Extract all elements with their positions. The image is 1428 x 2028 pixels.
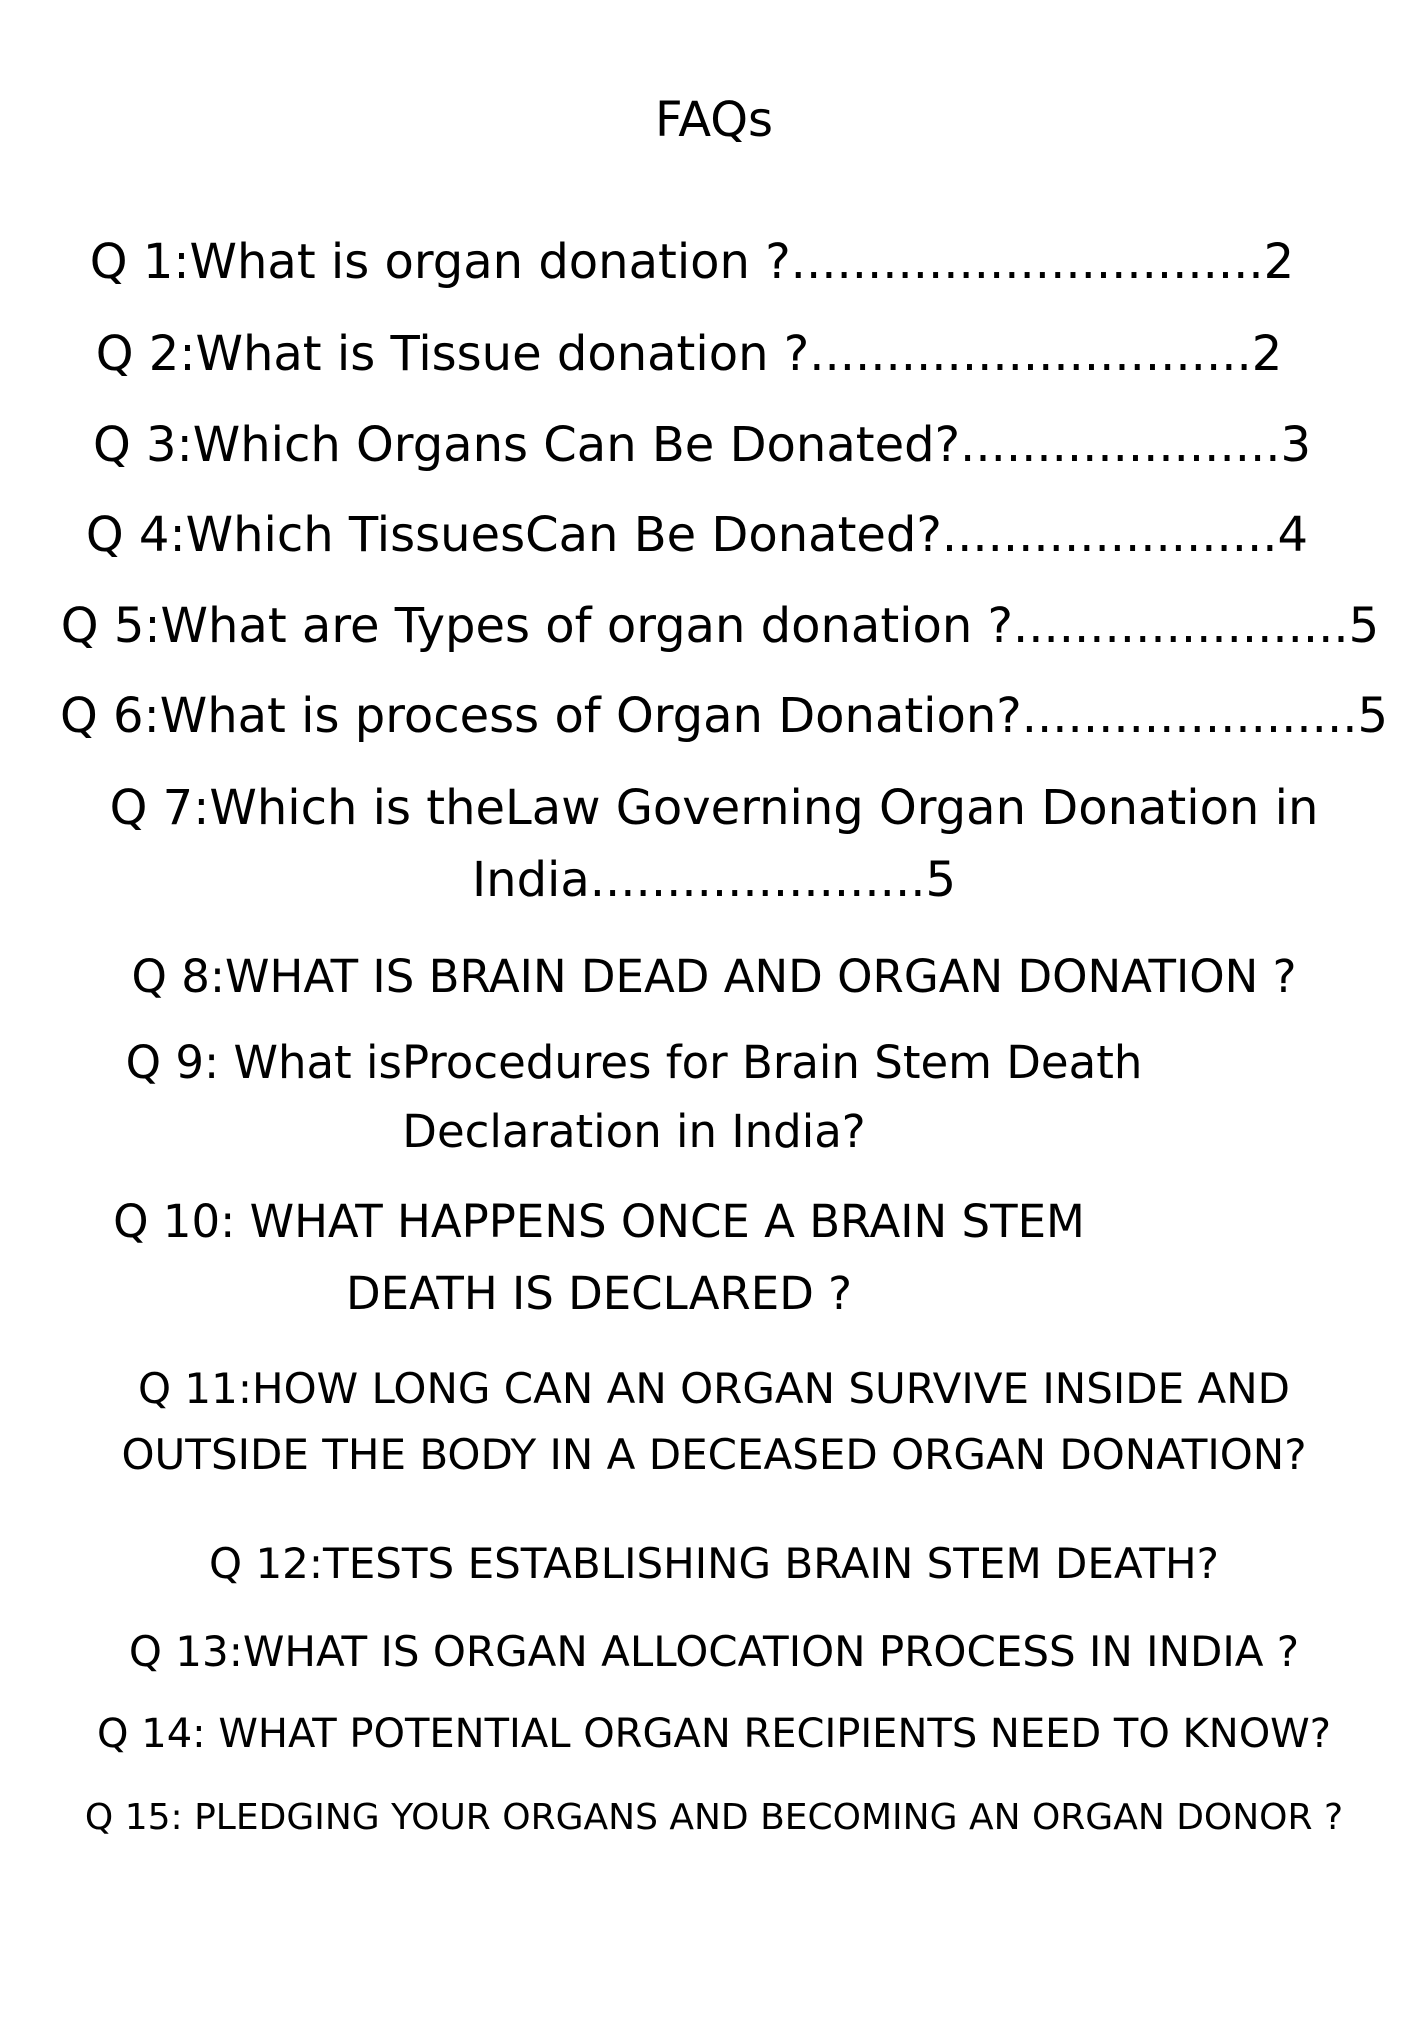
faq-item-11-line-1: Q 11:HOW LONG CAN AN ORGAN SURVIVE INSIDE AND	[137, 1364, 1290, 1413]
faq-item-9-line-2: Declaration in India?	[402, 1105, 866, 1158]
faq-item-1: Q 1:What is organ donation ?...............................2	[89, 234, 1295, 290]
faq-item-12: Q 12:TESTS ESTABLISHING BRAIN STEM DEATH?	[209, 1539, 1219, 1588]
faq-item-4: Q 4:Which TissuesCan Be Donated?......................4	[85, 507, 1309, 563]
faq-item-10-line-1: Q 10: WHAT HAPPENS ONCE A BRAIN STEM	[113, 1195, 1085, 1248]
faq-item-7-line-1: Q 7:Which is theLaw Governing Organ Donation in	[109, 780, 1319, 836]
faq-item-7-line-2: India......................5	[471, 852, 956, 908]
faq-item-2: Q 2:What is Tissue donation ?.............................2	[95, 326, 1283, 382]
faq-item-3: Q 3:Which Organs Can Be Donated?.....................3	[92, 417, 1312, 473]
faq-item-5: Q 5:What are Types of organ donation ?......................5	[60, 598, 1380, 654]
faq-item-14: Q 14: WHAT POTENTIAL ORGAN RECIPIENTS NEED TO KNOW?	[97, 1711, 1331, 1757]
faq-item-9-line-1: Q 9: What isProcedures for Brain Stem Death	[125, 1036, 1143, 1089]
faq-item-8: Q 8:WHAT IS BRAIN DEAD AND ORGAN DONATION ?	[131, 950, 1297, 1003]
faq-item-6: Q 6:What is process of Organ Donation?......................5	[60, 688, 1388, 744]
faq-item-10-line-2: DEATH IS DECLARED ?	[345, 1267, 853, 1320]
faq-item-11-line-2: OUTSIDE THE BODY IN A DECEASED ORGAN DONATION?	[121, 1430, 1307, 1479]
page-title: FAQs	[655, 92, 773, 148]
faq-item-15: Q 15: PLEDGING YOUR ORGANS AND BECOMING AN ORGAN DONOR ?	[84, 1797, 1344, 1838]
faq-item-13: Q 13:WHAT IS ORGAN ALLOCATION PROCESS IN INDIA ?	[128, 1627, 1300, 1676]
